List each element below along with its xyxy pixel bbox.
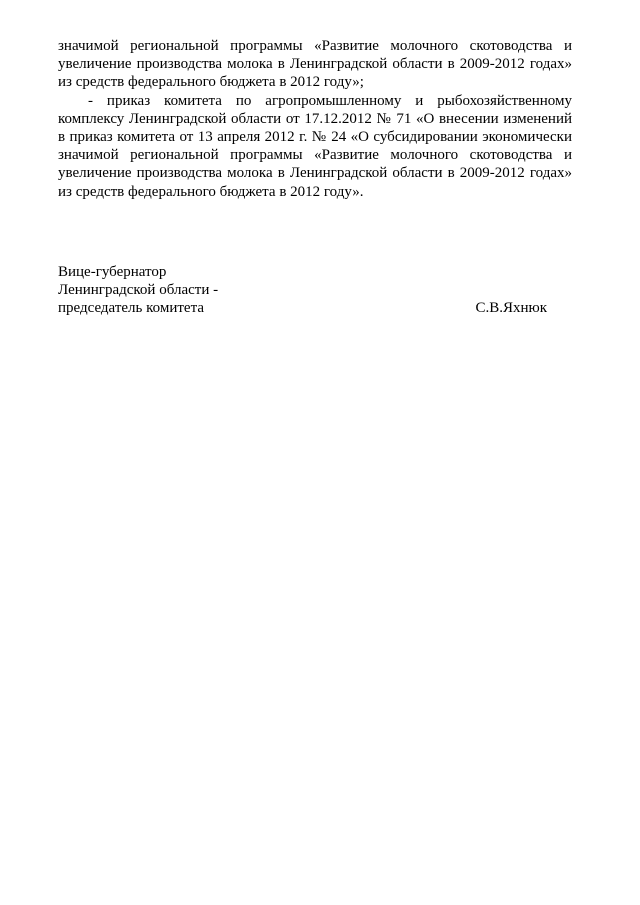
paragraph-program-reference: значимой региональной программы «Развитие молочного скотоводства и увеличение производства молока в Ленинградской области в 2009-2012 годах» из средств федерального бюджета в 2012 году»; [58, 38, 572, 91]
signer-title-line-2: Ленинградской области - [58, 282, 219, 299]
signature-final-row [58, 299, 572, 317]
signer-name: С.В.Яхнюк [475, 300, 547, 317]
document-body [58, 37, 572, 201]
signer-title-line-3: председатель комитета [58, 300, 204, 317]
signer-title-line-1: Вице-губернатор [58, 264, 167, 280]
paragraph-order-amendment: - приказ комитета по агропромышленному и рыбохозяйственному комплексу Ленинградской области от 17.12.2012 № 71 «О внесении изменений в приказ комитета от 13 апреля 2012 г. № 24 «О субсидировании экономически значимой региональной программы «Развитие молочного скотоводства и увеличение производства молока в Ленинградской области в 2009-2012 годах» из средств федерального бюджета в 2012 году». [58, 92, 572, 200]
signature-block [58, 263, 572, 318]
